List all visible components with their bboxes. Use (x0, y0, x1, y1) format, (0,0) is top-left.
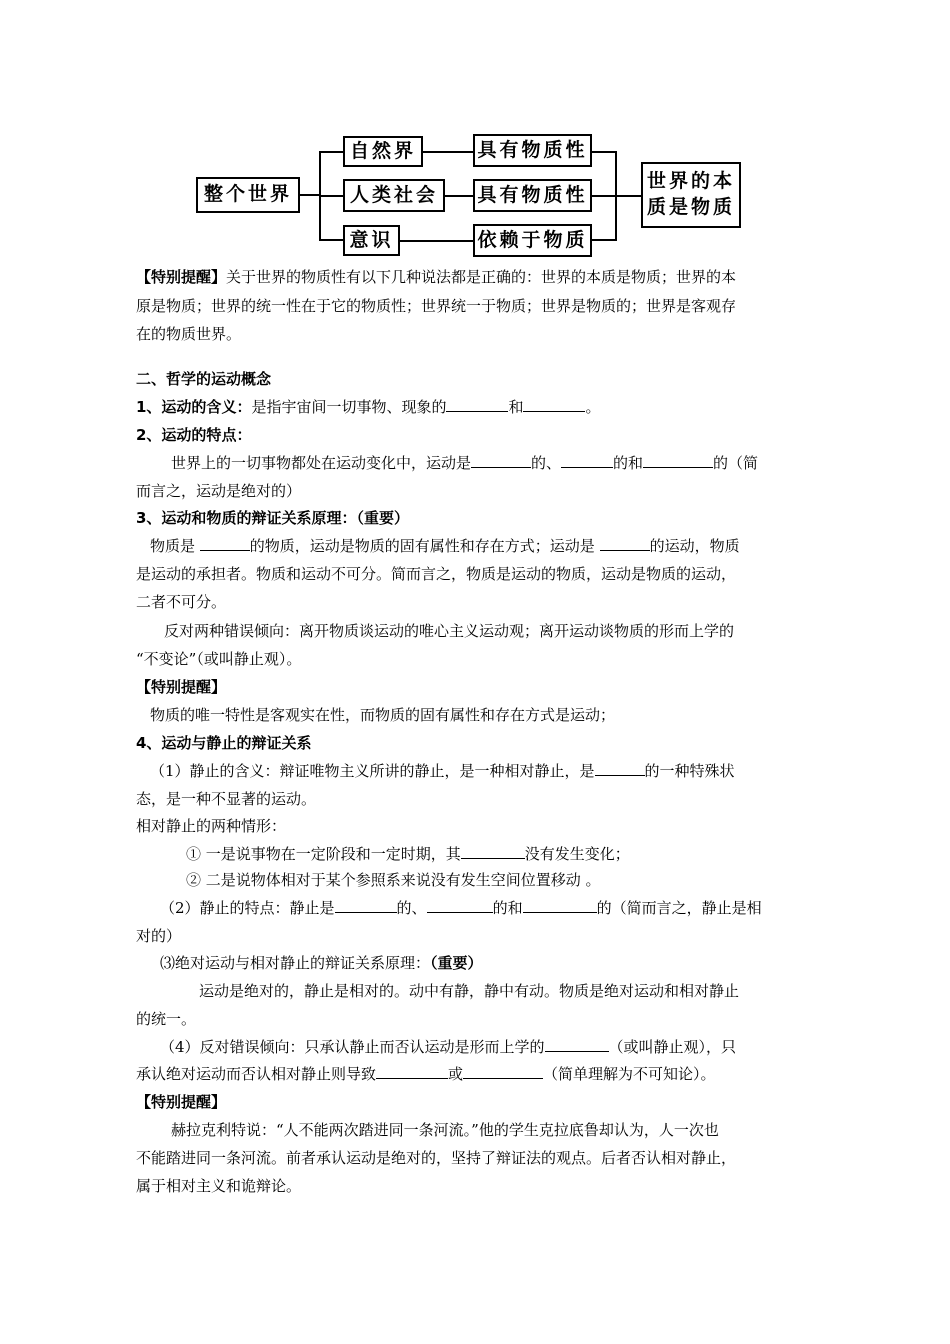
s2-text-d: 的（简 (713, 454, 759, 472)
s4-4-text-c: 承认绝对运动而否认相对静止则导致 (136, 1065, 377, 1083)
note2-text: 物质的唯一特性是客观实在性，而物质的固有属性和存在方式是运动； (150, 706, 616, 724)
s4-4-line1 (160, 1036, 736, 1057)
s3-line1 (150, 535, 740, 556)
s4-3-line2: 的统一。 (136, 1010, 197, 1028)
note3-label: 【特别提醒】 (136, 1093, 227, 1111)
s1-line (136, 396, 601, 417)
blank[interactable] (200, 536, 250, 551)
note1-line2: 原是物质；世界的统一性在于它的物质性；世界统一于物质；世界是物质的；世界是客观存 (136, 297, 737, 315)
s4-2-line1 (160, 897, 762, 918)
s2-line1 (171, 452, 758, 473)
blank[interactable] (376, 1064, 448, 1079)
note3-line3: 属于相对主义和诡辩论。 (136, 1177, 302, 1195)
note1-line1 (136, 266, 736, 287)
s2-text-b: 的、 (531, 454, 562, 472)
s4-1-line2: 态，是一种不显著的运动。 (136, 790, 317, 808)
note2-label: 【特别提醒】 (136, 678, 227, 696)
blank[interactable] (545, 1037, 609, 1052)
blank[interactable] (561, 453, 613, 468)
s4-4-line2 (136, 1063, 716, 1084)
s3-text-a: 物质是 (150, 537, 200, 555)
s3-title: 3、运动和物质的辩证关系原理：（重要） (136, 509, 409, 527)
box-material-1: 具有物质性 (473, 134, 592, 167)
note1-text1: 关于世界的物质性有以下几种说法都是正确的：世界的本质是物质；世界的本 (226, 268, 737, 286)
s4-3-important: （重要） (430, 954, 483, 972)
s4-2-text-a: （2）静止的特点：静止是 (160, 899, 335, 917)
concept-diagram (0, 0, 950, 270)
s3-line4: 反对两种错误倾向：离开物质谈运动的唯心主义运动观；离开运动谈物质的形而上学的 (164, 622, 735, 640)
connector (592, 151, 616, 153)
blank[interactable] (523, 397, 585, 412)
s2-title: 2、运动的特点： (136, 426, 252, 444)
s3-line5: “不变论”（或叫静止观）。 (136, 650, 302, 668)
box-material-2: 具有物质性 (473, 179, 592, 212)
connector (319, 195, 343, 197)
s4-title: 4、运动与静止的辩证关系 (136, 734, 312, 752)
s3-line3: 二者不可分。 (136, 593, 227, 611)
s2-text-c: 的和 (613, 454, 644, 472)
blank[interactable] (461, 844, 525, 859)
connector (400, 240, 473, 242)
note3-line2: 不能踏进同一条河流。前者承认运动是绝对的，坚持了辩证法的观点。后者否认相对静止， (136, 1149, 737, 1167)
s4-4-text-a: （4）反对错误倾向：只承认静止而否认运动是形而上学的 (160, 1038, 545, 1056)
section-title: 二、哲学的运动概念 (136, 370, 272, 388)
s4-1-text-b: 的一种特殊状 (644, 762, 735, 780)
s4-two-cases: 相对静止的两种情形： (136, 817, 287, 835)
box-world-essence-line2: 质是物质 (646, 196, 735, 218)
s4-case2: ② 二是说物体相对于某个参照系来说没有发生空间位置移动 。 (186, 871, 601, 889)
connector (423, 151, 473, 153)
s4-3-line1: 运动是绝对的，静止是相对的。动中有静，静中有动。物质是绝对运动和相对静止 (199, 982, 740, 1000)
s4-case1 (186, 843, 630, 864)
s3-text-b: 的物质，运动是物质的固有属性和存在方式；运动是 (249, 537, 600, 555)
box-society: 人类社会 (343, 179, 445, 212)
s4-2-text-d: 的（简而言之，静止是相 (596, 899, 762, 917)
connector (592, 195, 616, 197)
s1-text-c: 。 (585, 398, 601, 416)
blank[interactable] (463, 1064, 543, 1079)
s4-3-title-line (160, 952, 483, 973)
s3-line2: 是运动的承担者。物质和运动不可分。简而言之，物质是运动的物质，运动是物质的运动， (136, 565, 737, 583)
s4-4-text-d: 或 (448, 1065, 464, 1083)
connector (616, 195, 641, 197)
s1-text-b: 和 (508, 398, 524, 416)
connector (319, 239, 343, 241)
blank[interactable] (335, 898, 397, 913)
s4-case1-a: ① 一是说事物在一定阶段和一定时期，其 (186, 845, 461, 863)
s4-1-line1 (150, 760, 735, 781)
blank[interactable] (600, 536, 650, 551)
s4-3-title: ⑶绝对运动与相对静止的辩证关系原理： (160, 954, 431, 972)
connector (592, 239, 616, 241)
box-whole-world: 整个世界 (196, 177, 300, 213)
s4-1-text-a: （1）静止的含义：辩证唯物主义所讲的静止，是一种相对静止，是 (150, 762, 595, 780)
s4-case1-b: 没有发生变化； (524, 845, 630, 863)
blank[interactable] (471, 453, 531, 468)
s4-2-text-c: 的和 (492, 899, 523, 917)
s3-text-c: 的运动，物质 (649, 537, 740, 555)
connector (319, 151, 343, 153)
box-world-essence-line1: 世界的本 (646, 170, 735, 193)
box-depends-on-matter: 依赖于物质 (473, 224, 592, 257)
connector (300, 194, 320, 196)
blank[interactable] (427, 898, 493, 913)
blank[interactable] (595, 761, 645, 776)
s2-text-a: 世界上的一切事物都处在运动变化中，运动是 (171, 454, 472, 472)
blank[interactable] (446, 397, 508, 412)
box-world-essence (641, 162, 741, 228)
connector (445, 195, 473, 197)
s4-4-text-e: （简单理解为不可知论）。 (543, 1065, 716, 1083)
s4-2-line2: 对的） (136, 927, 182, 945)
note1-label: 【特别提醒】 (136, 268, 227, 286)
box-nature: 自然界 (343, 136, 423, 167)
s4-2-text-b: 的、 (396, 899, 427, 917)
s2-line2: 而言之，运动是绝对的） (136, 482, 302, 500)
note3-line1: 赫拉克利特说：“人不能两次踏进同一条河流。”他的学生克拉底鲁却认为，人一次也 (171, 1121, 719, 1139)
blank[interactable] (523, 898, 597, 913)
s1-title: 1、运动的含义： (136, 398, 252, 416)
blank[interactable] (643, 453, 713, 468)
note1-line3: 在的物质世界。 (136, 325, 242, 343)
box-consciousness: 意识 (343, 225, 400, 256)
s1-text-a: 是指宇宙间一切事物、现象的 (251, 398, 447, 416)
s4-4-text-b: （或叫静止观），只 (608, 1038, 737, 1056)
